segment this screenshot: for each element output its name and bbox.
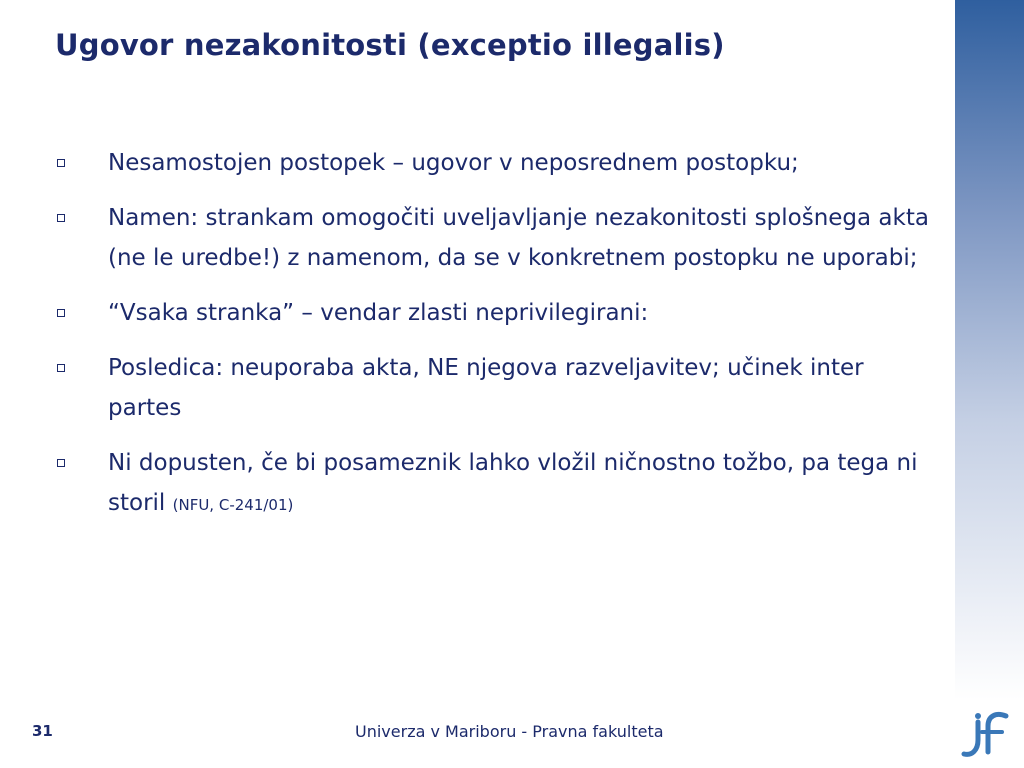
footer-institution: Univerza v Mariboru - Pravna fakulteta [355,722,664,741]
list-item [55,443,935,525]
list-item [55,143,935,183]
bullet-square-icon [57,214,65,222]
list-item [55,293,935,333]
bullet-text: Namen: strankam omogočiti uveljavljanje nezakonitosti splošnega akta (ne le uredbe!) z namenom, da se v konkretnem postopku ne uporabi; [108,205,929,271]
bullet-square-icon [57,459,65,467]
bullet-text: Ni dopusten, če bi posameznik lahko vložil ničnostno tožbo, pa tega ni storil [108,450,918,516]
bullet-list [55,143,935,540]
slide-title: Ugovor nezakonitosti (exceptio illegalis) [55,28,725,62]
sidebar-gradient-band [955,0,1024,700]
bullet-square-icon [57,309,65,317]
citation: (NFU, C-241/01) [172,496,294,514]
bullet-text: “Vsaka stranka” – vendar zlasti neprivilegirani: [108,300,649,326]
bullet-square-icon [57,364,65,372]
bullet-text: Posledica: neuporaba akta, NE njegova razveljavitev; učinek inter partes [108,355,864,421]
list-item [55,348,935,428]
bullet-text: Nesamostojen postopek – ugovor v neposrednem postopku; [108,150,799,176]
bullet-square-icon [57,159,65,167]
pf-logo-icon [958,708,1012,758]
page-number: 31 [32,722,53,740]
list-item [55,198,935,278]
